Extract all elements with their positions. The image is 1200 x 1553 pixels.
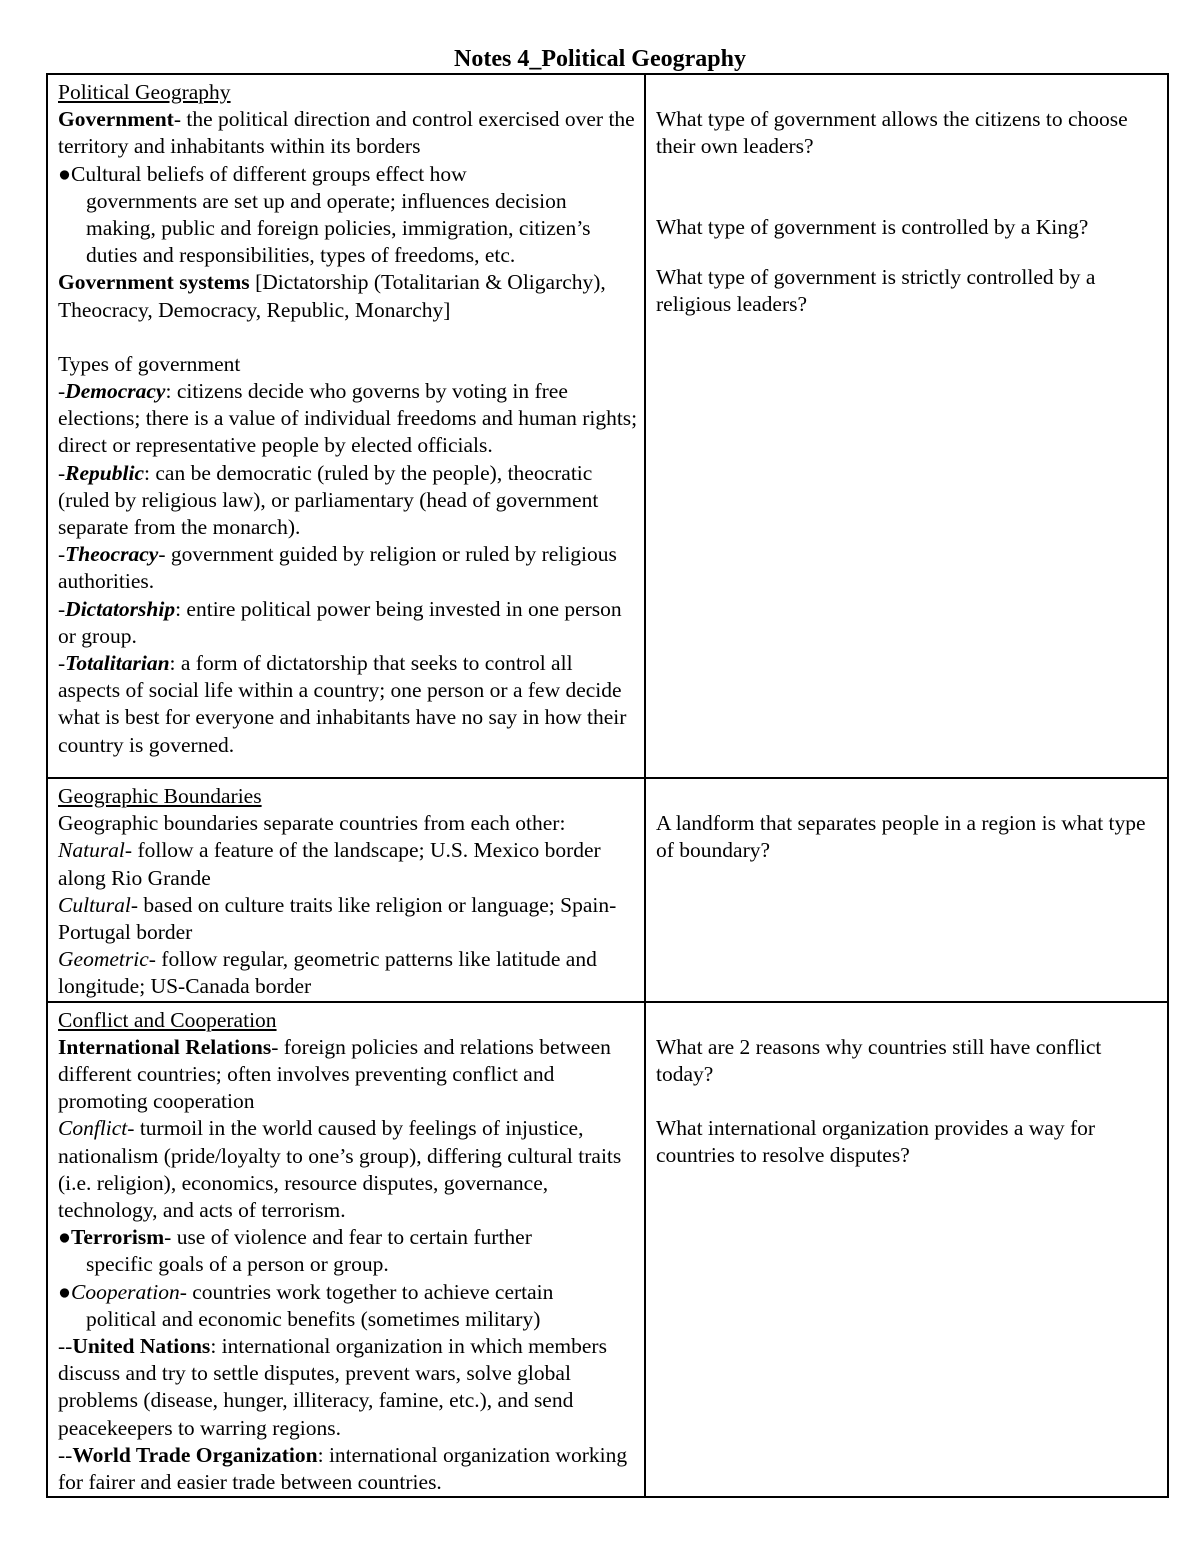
term: Terrorism bbox=[71, 1225, 165, 1250]
notes-column bbox=[47, 74, 645, 778]
type-dictatorship: -Dictatorship: entire political power being invested in one person or group. bbox=[58, 596, 622, 648]
question: What international organization provides a way for countries to resolve disputes? bbox=[656, 1116, 1096, 1168]
bullet-continuation: political and economic benefits (sometimes military) bbox=[86, 1306, 541, 1331]
bullet-icon: ● bbox=[58, 1279, 71, 1304]
bullet-continuation: specific goals of a person or group. bbox=[86, 1252, 389, 1277]
bullet-item: ●Terrorism- use of violence and fear to certain further bbox=[58, 1225, 532, 1250]
bullet-icon: ● bbox=[58, 1225, 71, 1250]
notes-column bbox=[47, 1002, 645, 1498]
term: Totalitarian bbox=[65, 651, 170, 676]
questions-column bbox=[645, 74, 1168, 778]
term: Geometric bbox=[58, 947, 149, 972]
question: What type of government allows the citizens to choose their own leaders? bbox=[656, 107, 1128, 159]
section-heading: Conflict and Cooperation bbox=[58, 1007, 277, 1032]
united-nations: --United Nations: international organization in which members discuss and try to settle disputes, prevent wars, solve global problems (disease, hunger, illiteracy, famine, etc.), and send peacekeepers to warring regions. bbox=[58, 1334, 607, 1440]
bullet-continuation: governments are set up and operate; influences decision making, public and foreign policies, immigration, citizen’s duties and responsibilities, types of freedoms, etc. bbox=[86, 188, 591, 268]
bullet-item: ●Cooperation- countries work together to achieve certain bbox=[58, 1279, 554, 1304]
question: What are 2 reasons why countries still have conflict today? bbox=[656, 1034, 1102, 1086]
types-heading: Types of government bbox=[58, 351, 241, 376]
question: A landform that separates people in a region is what type of boundary? bbox=[656, 811, 1146, 863]
questions-column bbox=[645, 1002, 1168, 1498]
bullet-item: ●Cultural beliefs of different groups effect how bbox=[58, 161, 467, 186]
world-trade-organization: --World Trade Organization: international organization working for fairer and easier trade between countries. bbox=[58, 1442, 628, 1495]
government-systems: Government systems [Dictatorship (Totalitarian & Oligarchy), Theocracy, Democracy, Republic, Monarchy] bbox=[58, 270, 606, 322]
term: Republic bbox=[65, 460, 145, 485]
term: Theocracy bbox=[65, 542, 159, 567]
government-definition: Government- the political direction and control exercised over the territory and inhabitants within its borders bbox=[58, 107, 635, 159]
term: Democracy bbox=[65, 379, 166, 404]
question: What type of government is controlled by a King? bbox=[656, 215, 1089, 240]
international-relations: International Relations- foreign policies and relations between different countries; often involves preventing conflict and promoting cooperation bbox=[58, 1034, 611, 1114]
term: Government systems bbox=[58, 270, 250, 295]
section-conflict-cooperation bbox=[47, 1002, 1168, 1498]
term: Dictatorship bbox=[65, 596, 176, 621]
questions-column bbox=[645, 778, 1168, 1002]
bullet-icon: ● bbox=[58, 161, 71, 186]
boundary-natural: Natural- follow a feature of the landscape; U.S. Mexico border along Rio Grande bbox=[58, 838, 601, 890]
notes-column bbox=[47, 778, 645, 1002]
term: International Relations bbox=[58, 1034, 272, 1059]
term: Natural bbox=[58, 838, 125, 863]
type-totalitarian: -Totalitarian: a form of dictatorship that seeks to control all aspects of social life within a country; one person or a few decide what is best for everyone and inhabitants have no say in how their country is governed. bbox=[58, 651, 627, 757]
type-republic: -Republic: can be democratic (ruled by the people), theocratic (ruled by religious law), or parliamentary (head of government separate from the monarch). bbox=[58, 460, 599, 540]
term: United Nations bbox=[72, 1334, 211, 1359]
boundary-geometric: Geometric- follow regular, geometric patterns like latitude and longitude; US-Canada border bbox=[58, 947, 597, 999]
page-title: Notes 4_Political Geography bbox=[454, 46, 746, 72]
term: World Trade Organization bbox=[72, 1442, 318, 1467]
type-democracy: -Democracy: citizens decide who governs by voting in free elections; there is a value of individual freedoms and human rights; direct or representative people by elected officials. bbox=[58, 379, 638, 458]
term: Conflict bbox=[58, 1116, 128, 1141]
notes-table bbox=[46, 73, 1169, 1498]
term: Cultural bbox=[58, 892, 131, 917]
section-heading: Geographic Boundaries bbox=[58, 784, 262, 808]
type-theocracy: -Theocracy- government guided by religion or ruled by religious authorities. bbox=[58, 542, 617, 594]
boundary-cultural: Cultural- based on culture traits like religion or language; Spain-Portugal border bbox=[58, 892, 617, 945]
term: Government bbox=[58, 107, 174, 132]
section-political-geography bbox=[47, 74, 1168, 778]
question: What type of government is strictly controlled by a religious leaders? bbox=[656, 264, 1096, 316]
conflict-definition: Conflict- turmoil in the world caused by feelings of injustice, nationalism (pride/loyalty to one’s group), differing cultural traits (i.e. religion), economics, resource disputes, governance, technology, and acts of terrorism. bbox=[58, 1116, 622, 1223]
term: Cooperation bbox=[71, 1279, 180, 1304]
section-heading: Political Geography bbox=[58, 80, 231, 104]
section-geographic-boundaries bbox=[47, 778, 1168, 1002]
boundaries-intro: Geographic boundaries separate countries from each other: bbox=[58, 811, 566, 836]
